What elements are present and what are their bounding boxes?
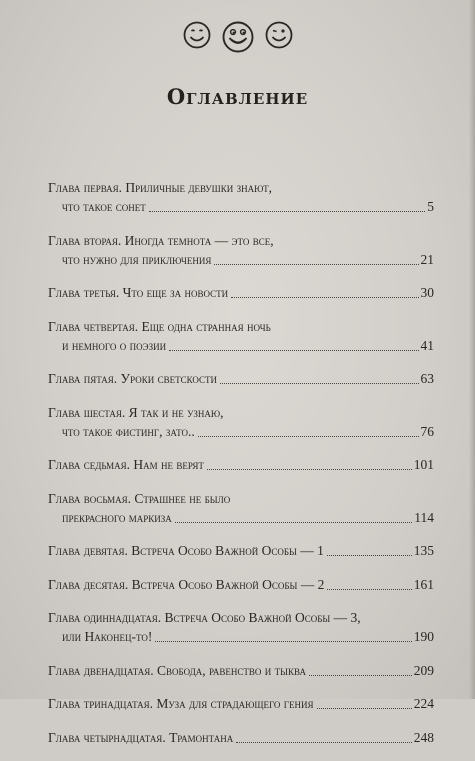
toc-entry-12[interactable] bbox=[48, 661, 434, 680]
toc-entry-title-continued: что такое фистинг, зато.. bbox=[62, 423, 195, 439]
toc-entry-6[interactable] bbox=[48, 403, 434, 441]
dot-leader bbox=[207, 469, 412, 470]
dot-leader bbox=[236, 742, 412, 743]
page-number: 248 bbox=[413, 729, 434, 745]
toc-entry-title: Глава пятая. Уроки светскости bbox=[48, 371, 217, 386]
dot-leader bbox=[231, 297, 418, 298]
toc-entry-3[interactable] bbox=[48, 283, 434, 302]
toc-entry-title: Глава тринадцатая. Муза для страдающего гения bbox=[48, 696, 314, 711]
toc-entry-title-continued: прекрасного маркиза bbox=[62, 509, 172, 525]
toc-entry-title: Глава вторая. Иногда темнота — это все, bbox=[48, 232, 274, 248]
toc-entry-title: Глава двенадцатая. Свобода, равенство и тыква bbox=[48, 662, 306, 678]
page-number: 209 bbox=[413, 662, 434, 678]
toc-entry-title-continued: или Наконец-то! bbox=[62, 629, 153, 644]
dot-leader bbox=[175, 522, 412, 523]
page-title: Оглавление bbox=[166, 84, 309, 109]
page-number: 161 bbox=[413, 576, 434, 592]
toc-entry-10[interactable] bbox=[48, 575, 434, 594]
toc-entry-title: Глава восьмая. Страшнее не было bbox=[48, 490, 231, 506]
toc-entry-title: Глава четырнадцатая. Трамонтана bbox=[48, 729, 234, 745]
toc-entry-title-continued: что нужно для приключения bbox=[62, 251, 212, 267]
toc-entry-title: Глава десятая. Встреча Особо Важной Особы — 2 bbox=[48, 576, 325, 592]
toc-entry-5[interactable] bbox=[48, 369, 434, 388]
toc-entry-13[interactable] bbox=[48, 694, 434, 713]
toc-entry-title: Глава третья. Что еще за новости bbox=[48, 285, 229, 300]
page-number: 101 bbox=[413, 457, 434, 472]
toc-entry-11[interactable] bbox=[48, 608, 434, 646]
smiley-face-icon bbox=[220, 20, 256, 54]
page-number: 135 bbox=[413, 543, 434, 558]
dot-leader bbox=[155, 641, 411, 642]
dot-leader bbox=[169, 350, 418, 351]
page-number: 114 bbox=[414, 509, 434, 525]
dot-leader bbox=[327, 555, 412, 556]
dot-leader bbox=[149, 211, 425, 212]
toc-entry-title: Глава четвертая. Еще одна странная ночь bbox=[48, 318, 271, 334]
toc-entry-7[interactable] bbox=[48, 455, 434, 474]
page-number: 5 bbox=[427, 199, 434, 214]
smiley-face-icon bbox=[182, 20, 212, 54]
toc-entry-title: Глава первая. Приличные девушки знают, bbox=[48, 180, 272, 195]
toc-entry-1[interactable] bbox=[48, 178, 434, 216]
toc-entry-title-continued: что такое сонет bbox=[62, 199, 146, 214]
toc-entry-8[interactable] bbox=[48, 489, 434, 527]
toc-entry-title: Глава седьмая. Нам не верят bbox=[48, 457, 204, 472]
toc-entry-title: Глава шестая. Я так и не узнаю, bbox=[48, 404, 224, 420]
page-number: 190 bbox=[413, 629, 434, 644]
smiley-face-icon bbox=[264, 20, 294, 54]
toc-entry-14[interactable] bbox=[48, 728, 434, 747]
dot-leader bbox=[214, 264, 418, 265]
page-number: 41 bbox=[420, 337, 434, 353]
toc-entry-2[interactable] bbox=[48, 231, 434, 269]
dot-leader bbox=[220, 383, 419, 384]
dot-leader bbox=[317, 708, 412, 709]
smiley-decoration bbox=[0, 20, 475, 54]
toc-entry-title-continued: и немного о поэзии bbox=[62, 337, 167, 353]
table-of-contents bbox=[48, 178, 434, 761]
dot-leader bbox=[198, 436, 419, 437]
dot-leader bbox=[327, 589, 411, 590]
page-number: 76 bbox=[420, 423, 434, 439]
toc-entry-title: Глава одиннадцатая. Встреча Особо Важной Особы — 3, bbox=[48, 610, 361, 625]
page-number: 21 bbox=[420, 251, 434, 267]
toc-entry-title: Глава девятая. Встреча Особо Важной Особы — 1 bbox=[48, 543, 324, 558]
page-number: 224 bbox=[413, 696, 434, 711]
toc-entry-4[interactable] bbox=[48, 317, 434, 355]
page-number: 63 bbox=[420, 371, 434, 386]
toc-entry-9[interactable] bbox=[48, 541, 434, 560]
page-number: 30 bbox=[420, 285, 434, 300]
dot-leader bbox=[309, 675, 412, 676]
